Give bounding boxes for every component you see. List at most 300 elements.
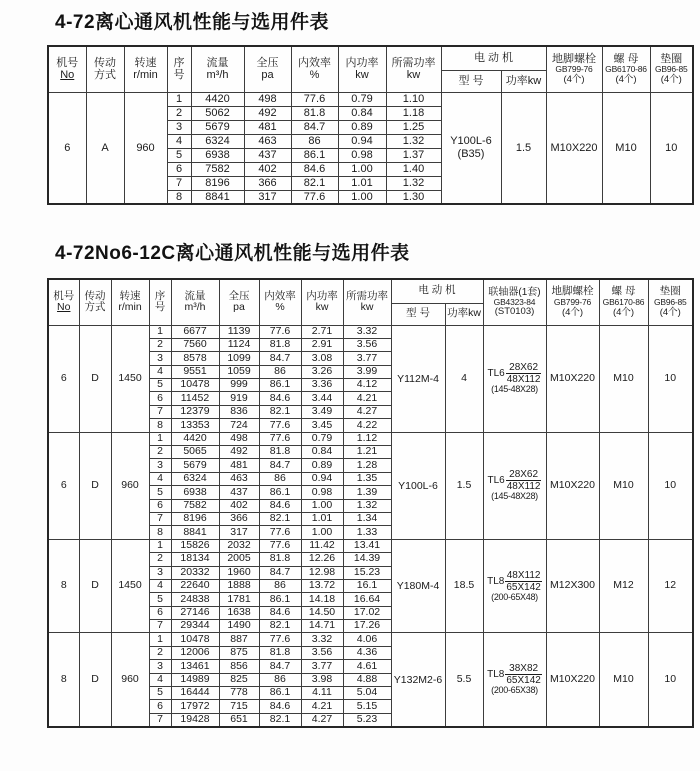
t2-block-6-D-1450 bbox=[48, 325, 693, 432]
cell-required-power: 4.12 bbox=[343, 379, 391, 392]
cell-internal-power: 1.00 bbox=[338, 190, 386, 204]
cell-coupling: TL6 $\frac{28X62}{48X112}$ (145-48X28) bbox=[483, 325, 546, 432]
cell-seq: 2 bbox=[149, 646, 171, 659]
cell-seq: 1 bbox=[149, 325, 171, 338]
cell-internal-power: 3.26 bbox=[301, 365, 343, 378]
cell-required-power: 4.36 bbox=[343, 646, 391, 659]
cell-motor-model: Y112M-4 bbox=[391, 325, 445, 432]
cell-anchor-bolt: M12X300 bbox=[546, 539, 599, 633]
cell-washer: 10 bbox=[648, 633, 693, 727]
cell-machine-no: 8 bbox=[48, 539, 79, 633]
t1-block-6-A-960 bbox=[48, 92, 693, 204]
cell-flow: 5062 bbox=[191, 106, 244, 120]
cell-pressure: 2005 bbox=[219, 553, 259, 566]
cell-nut: M10 bbox=[599, 325, 648, 432]
cell-required-power: 16.1 bbox=[343, 579, 391, 592]
cell-required-power: 1.12 bbox=[343, 432, 391, 445]
cell-seq: 7 bbox=[149, 620, 171, 633]
cell-seq: 5 bbox=[167, 148, 191, 162]
cell-internal-power: 0.94 bbox=[338, 134, 386, 148]
cell-internal-power: 0.79 bbox=[301, 432, 343, 445]
cell-seq: 3 bbox=[149, 352, 171, 365]
table-row bbox=[48, 539, 693, 552]
cell-flow: 7582 bbox=[191, 162, 244, 176]
cell-flow: 6938 bbox=[191, 148, 244, 162]
cell-internal-power: 2.71 bbox=[301, 325, 343, 338]
cell-flow: 20332 bbox=[171, 566, 219, 579]
cell-nut: M10 bbox=[602, 92, 650, 204]
header-required-power: 所需功率 kw bbox=[343, 279, 391, 325]
cell-required-power: 13.41 bbox=[343, 539, 391, 552]
cell-efficiency: 84.7 bbox=[259, 660, 301, 673]
cell-required-power: 1.34 bbox=[343, 512, 391, 525]
cell-seq: 7 bbox=[149, 405, 171, 418]
cell-pressure: 1099 bbox=[219, 352, 259, 365]
table-2-title: 4-72No6-12C离心通风机性能与选用件表 bbox=[55, 243, 410, 264]
header-nut: 螺 母 GB6170-86 (4个) bbox=[602, 46, 650, 92]
cell-required-power: 1.32 bbox=[386, 134, 441, 148]
cell-seq: 2 bbox=[149, 446, 171, 459]
cell-speed: 1450 bbox=[111, 325, 149, 432]
cell-coupling: TL8 $\frac{48X112}{65X142}$ (200-65X48) bbox=[483, 539, 546, 633]
cell-efficiency: 86.1 bbox=[259, 687, 301, 700]
cell-pressure: 1888 bbox=[219, 579, 259, 592]
cell-efficiency: 82.1 bbox=[291, 176, 338, 190]
cell-seq: 4 bbox=[167, 134, 191, 148]
cell-required-power: 1.39 bbox=[343, 486, 391, 499]
t2-block-8-D-1450 bbox=[48, 539, 693, 633]
cell-efficiency: 82.1 bbox=[259, 512, 301, 525]
cell-flow: 15826 bbox=[171, 539, 219, 552]
cell-required-power: 1.30 bbox=[386, 190, 441, 204]
cell-pressure: 1960 bbox=[219, 566, 259, 579]
cell-required-power: 4.61 bbox=[343, 660, 391, 673]
cell-motor-model: Y100L-6 bbox=[391, 432, 445, 539]
table-row bbox=[48, 432, 693, 445]
cell-internal-power: 12.98 bbox=[301, 566, 343, 579]
cell-seq: 1 bbox=[149, 539, 171, 552]
cell-efficiency: 77.6 bbox=[259, 419, 301, 432]
cell-flow: 9551 bbox=[171, 365, 219, 378]
cell-flow: 4420 bbox=[171, 432, 219, 445]
cell-coupling: TL6 $\frac{28X62}{48X112}$ (145-48X28) bbox=[483, 432, 546, 539]
cell-flow: 18134 bbox=[171, 553, 219, 566]
cell-required-power: 1.28 bbox=[343, 459, 391, 472]
cell-internal-power: 14.71 bbox=[301, 620, 343, 633]
header-coupling: 联轴器(1套) GB4323-84 (ST0103) bbox=[483, 279, 546, 325]
cell-efficiency: 81.8 bbox=[259, 646, 301, 659]
header-motor-model: 型 号 bbox=[441, 70, 501, 92]
cell-drive: D bbox=[79, 325, 111, 432]
cell-pressure: 887 bbox=[219, 633, 259, 646]
header-anchor-bolt: 地脚螺栓 GB799-76 (4个) bbox=[546, 46, 602, 92]
cell-required-power: 4.22 bbox=[343, 419, 391, 432]
cell-flow: 22640 bbox=[171, 579, 219, 592]
cell-internal-power: 0.79 bbox=[338, 92, 386, 106]
cell-flow: 19428 bbox=[171, 713, 219, 726]
cell-efficiency: 81.8 bbox=[259, 446, 301, 459]
t2-block-8-D-960 bbox=[48, 633, 693, 727]
cell-coupling: TL8 $\frac{38X82}{65X142}$ (200-65X38) bbox=[483, 633, 546, 727]
cell-drive: D bbox=[79, 432, 111, 539]
cell-efficiency: 86.1 bbox=[259, 486, 301, 499]
cell-pressure: 366 bbox=[219, 512, 259, 525]
cell-flow: 7560 bbox=[171, 338, 219, 351]
cell-internal-power: 1.01 bbox=[338, 176, 386, 190]
cell-pressure: 1124 bbox=[219, 338, 259, 351]
cell-efficiency: 84.6 bbox=[291, 162, 338, 176]
cell-flow: 29344 bbox=[171, 620, 219, 633]
cell-motor-model: Y100L-6 (B35) bbox=[441, 92, 501, 204]
cell-efficiency: 86 bbox=[259, 579, 301, 592]
cell-pressure: 402 bbox=[219, 499, 259, 512]
cell-efficiency: 84.7 bbox=[291, 120, 338, 134]
cell-pressure: 481 bbox=[219, 459, 259, 472]
cell-flow: 12006 bbox=[171, 646, 219, 659]
cell-efficiency: 77.6 bbox=[291, 92, 338, 106]
cell-required-power: 1.37 bbox=[386, 148, 441, 162]
cell-efficiency: 86 bbox=[259, 472, 301, 485]
cell-pressure: 492 bbox=[219, 446, 259, 459]
cell-anchor-bolt: M10X220 bbox=[546, 325, 599, 432]
cell-seq: 6 bbox=[149, 392, 171, 405]
cell-pressure: 498 bbox=[244, 92, 291, 106]
cell-internal-power: 14.50 bbox=[301, 606, 343, 619]
performance-table-4-72-no6-12c bbox=[47, 278, 694, 728]
cell-motor-power: 4 bbox=[445, 325, 483, 432]
cell-internal-power: 13.72 bbox=[301, 579, 343, 592]
cell-pressure: 836 bbox=[219, 405, 259, 418]
header-drive: 传动 方式 bbox=[86, 46, 124, 92]
cell-flow: 13353 bbox=[171, 419, 219, 432]
table-row bbox=[48, 92, 693, 106]
table-row bbox=[48, 325, 693, 338]
cell-motor-power: 1.5 bbox=[501, 92, 546, 204]
cell-efficiency: 77.6 bbox=[259, 432, 301, 445]
cell-washer: 10 bbox=[650, 92, 693, 204]
cell-seq: 5 bbox=[149, 593, 171, 606]
cell-flow: 10478 bbox=[171, 633, 219, 646]
cell-internal-power: 14.18 bbox=[301, 593, 343, 606]
cell-nut: M12 bbox=[599, 539, 648, 633]
cell-required-power: 16.64 bbox=[343, 593, 391, 606]
cell-internal-power: 0.89 bbox=[301, 459, 343, 472]
cell-machine-no: 6 bbox=[48, 432, 79, 539]
header-motor-group: 电 动 机 bbox=[441, 46, 546, 70]
cell-seq: 8 bbox=[149, 419, 171, 432]
cell-pressure: 715 bbox=[219, 700, 259, 713]
cell-flow: 17972 bbox=[171, 700, 219, 713]
table-row bbox=[48, 633, 693, 646]
cell-seq: 7 bbox=[149, 713, 171, 726]
cell-seq: 1 bbox=[167, 92, 191, 106]
cell-required-power: 1.40 bbox=[386, 162, 441, 176]
cell-drive: D bbox=[79, 633, 111, 727]
cell-pressure: 437 bbox=[219, 486, 259, 499]
cell-pressure: 317 bbox=[244, 190, 291, 204]
header-efficiency: 内效率 % bbox=[259, 279, 301, 325]
cell-seq: 7 bbox=[167, 176, 191, 190]
header-machine-no: 机号 No bbox=[48, 46, 86, 92]
cell-pressure: 778 bbox=[219, 687, 259, 700]
cell-seq: 2 bbox=[149, 553, 171, 566]
cell-required-power: 1.32 bbox=[386, 176, 441, 190]
cell-pressure: 1059 bbox=[219, 365, 259, 378]
cell-required-power: 3.77 bbox=[343, 352, 391, 365]
cell-required-power: 3.56 bbox=[343, 338, 391, 351]
cell-seq: 3 bbox=[167, 120, 191, 134]
header-nut: 螺 母 GB6170-86 (4个) bbox=[599, 279, 648, 325]
cell-efficiency: 84.6 bbox=[259, 700, 301, 713]
cell-seq: 4 bbox=[149, 579, 171, 592]
cell-required-power: 1.33 bbox=[343, 526, 391, 539]
cell-seq: 4 bbox=[149, 472, 171, 485]
cell-flow: 24838 bbox=[171, 593, 219, 606]
cell-required-power: 4.21 bbox=[343, 392, 391, 405]
cell-internal-power: 1.01 bbox=[301, 512, 343, 525]
cell-efficiency: 77.6 bbox=[259, 539, 301, 552]
t1-header bbox=[48, 46, 693, 92]
cell-anchor-bolt: M10X220 bbox=[546, 92, 602, 204]
cell-pressure: 724 bbox=[219, 419, 259, 432]
cell-pressure: 875 bbox=[219, 646, 259, 659]
cell-internal-power: 3.45 bbox=[301, 419, 343, 432]
cell-pressure: 2032 bbox=[219, 539, 259, 552]
cell-seq: 3 bbox=[149, 566, 171, 579]
cell-seq: 8 bbox=[149, 526, 171, 539]
t2-header bbox=[48, 279, 693, 325]
cell-required-power: 3.32 bbox=[343, 325, 391, 338]
cell-seq: 3 bbox=[149, 660, 171, 673]
cell-pressure: 825 bbox=[219, 673, 259, 686]
cell-internal-power: 12.26 bbox=[301, 553, 343, 566]
cell-washer: 12 bbox=[648, 539, 693, 633]
cell-machine-no: 6 bbox=[48, 92, 86, 204]
cell-required-power: 1.21 bbox=[343, 446, 391, 459]
cell-flow: 5065 bbox=[171, 446, 219, 459]
cell-anchor-bolt: M10X220 bbox=[546, 432, 599, 539]
cell-flow: 5679 bbox=[171, 459, 219, 472]
cell-internal-power: 1.00 bbox=[301, 526, 343, 539]
cell-pressure: 317 bbox=[219, 526, 259, 539]
cell-pressure: 1490 bbox=[219, 620, 259, 633]
performance-table-4-72 bbox=[47, 45, 694, 205]
cell-flow: 13461 bbox=[171, 660, 219, 673]
header-anchor-bolt: 地脚螺栓 GB799-76 (4个) bbox=[546, 279, 599, 325]
cell-efficiency: 77.6 bbox=[259, 325, 301, 338]
header-washer: 垫圈 GB96-85 (4个) bbox=[648, 279, 693, 325]
cell-required-power: 5.23 bbox=[343, 713, 391, 726]
cell-efficiency: 81.8 bbox=[259, 338, 301, 351]
cell-internal-power: 3.44 bbox=[301, 392, 343, 405]
header-pressure: 全压 pa bbox=[219, 279, 259, 325]
cell-required-power: 3.99 bbox=[343, 365, 391, 378]
cell-pressure: 463 bbox=[244, 134, 291, 148]
cell-washer: 10 bbox=[648, 432, 693, 539]
cell-seq: 2 bbox=[167, 106, 191, 120]
header-motor-group: 电 动 机 bbox=[391, 279, 483, 303]
cell-flow: 8578 bbox=[171, 352, 219, 365]
cell-seq: 5 bbox=[149, 486, 171, 499]
cell-efficiency: 82.1 bbox=[259, 713, 301, 726]
cell-internal-power: 3.08 bbox=[301, 352, 343, 365]
header-seq: 序 号 bbox=[167, 46, 191, 92]
cell-internal-power: 4.21 bbox=[301, 700, 343, 713]
cell-flow: 6938 bbox=[171, 486, 219, 499]
cell-speed: 960 bbox=[111, 633, 149, 727]
cell-efficiency: 86.1 bbox=[259, 379, 301, 392]
cell-efficiency: 86.1 bbox=[291, 148, 338, 162]
cell-drive: D bbox=[79, 539, 111, 633]
cell-seq: 2 bbox=[149, 338, 171, 351]
cell-efficiency: 84.6 bbox=[259, 499, 301, 512]
cell-efficiency: 84.7 bbox=[259, 459, 301, 472]
cell-seq: 6 bbox=[149, 700, 171, 713]
cell-efficiency: 84.6 bbox=[259, 392, 301, 405]
cell-seq: 6 bbox=[149, 499, 171, 512]
cell-flow: 6677 bbox=[171, 325, 219, 338]
cell-internal-power: 0.84 bbox=[301, 446, 343, 459]
cell-efficiency: 77.6 bbox=[259, 526, 301, 539]
cell-efficiency: 77.6 bbox=[259, 633, 301, 646]
cell-pressure: 498 bbox=[219, 432, 259, 445]
cell-seq: 1 bbox=[149, 633, 171, 646]
header-pressure: 全压 pa bbox=[244, 46, 291, 92]
header-seq: 序 号 bbox=[149, 279, 171, 325]
header-motor-power: 功率kw bbox=[445, 303, 483, 325]
cell-nut: M10 bbox=[599, 633, 648, 727]
cell-flow: 14989 bbox=[171, 673, 219, 686]
cell-required-power: 5.04 bbox=[343, 687, 391, 700]
cell-efficiency: 86 bbox=[291, 134, 338, 148]
cell-flow: 7582 bbox=[171, 499, 219, 512]
cell-flow: 27146 bbox=[171, 606, 219, 619]
cell-efficiency: 84.7 bbox=[259, 352, 301, 365]
cell-pressure: 1638 bbox=[219, 606, 259, 619]
cell-machine-no: 8 bbox=[48, 633, 79, 727]
cell-efficiency: 86.1 bbox=[259, 593, 301, 606]
cell-internal-power: 4.27 bbox=[301, 713, 343, 726]
cell-nut: M10 bbox=[599, 432, 648, 539]
cell-internal-power: 1.00 bbox=[338, 162, 386, 176]
cell-required-power: 4.27 bbox=[343, 405, 391, 418]
cell-internal-power: 3.36 bbox=[301, 379, 343, 392]
header-machine-no: 机号 No bbox=[48, 279, 79, 325]
cell-internal-power: 0.98 bbox=[301, 486, 343, 499]
cell-internal-power: 0.84 bbox=[338, 106, 386, 120]
cell-internal-power: 4.11 bbox=[301, 687, 343, 700]
cell-flow: 6324 bbox=[171, 472, 219, 485]
header-speed: 转速 r/min bbox=[124, 46, 167, 92]
cell-required-power: 4.06 bbox=[343, 633, 391, 646]
cell-efficiency: 81.8 bbox=[291, 106, 338, 120]
cell-efficiency: 82.1 bbox=[259, 405, 301, 418]
cell-internal-power: 1.00 bbox=[301, 499, 343, 512]
cell-pressure: 463 bbox=[219, 472, 259, 485]
cell-seq: 8 bbox=[167, 190, 191, 204]
cell-required-power: 1.25 bbox=[386, 120, 441, 134]
cell-required-power: 15.23 bbox=[343, 566, 391, 579]
header-flow: 流量 m³/h bbox=[171, 279, 219, 325]
cell-seq: 7 bbox=[149, 512, 171, 525]
cell-required-power: 17.26 bbox=[343, 620, 391, 633]
cell-motor-power: 5.5 bbox=[445, 633, 483, 727]
table-1-title: 4-72离心通风机性能与选用件表 bbox=[55, 12, 330, 33]
cell-motor-model: Y132M2-6 bbox=[391, 633, 445, 727]
cell-pressure: 999 bbox=[219, 379, 259, 392]
cell-flow: 4420 bbox=[191, 92, 244, 106]
header-internal-power: 内功率 kw bbox=[338, 46, 386, 92]
cell-flow: 8841 bbox=[191, 190, 244, 204]
t2-block-6-D-960 bbox=[48, 432, 693, 539]
header-motor-model: 型 号 bbox=[391, 303, 445, 325]
cell-efficiency: 77.6 bbox=[291, 190, 338, 204]
cell-required-power: 14.39 bbox=[343, 553, 391, 566]
cell-seq: 6 bbox=[167, 162, 191, 176]
header-efficiency: 内效率 % bbox=[291, 46, 338, 92]
cell-seq: 3 bbox=[149, 459, 171, 472]
cell-flow: 8841 bbox=[171, 526, 219, 539]
cell-machine-no: 6 bbox=[48, 325, 79, 432]
header-motor-power: 功率kw bbox=[501, 70, 546, 92]
cell-seq: 1 bbox=[149, 432, 171, 445]
cell-flow: 10478 bbox=[171, 379, 219, 392]
cell-internal-power: 3.49 bbox=[301, 405, 343, 418]
header-drive: 传动 方式 bbox=[79, 279, 111, 325]
cell-anchor-bolt: M10X220 bbox=[546, 633, 599, 727]
header-required-power: 所需功率 kw bbox=[386, 46, 441, 92]
cell-internal-power: 3.56 bbox=[301, 646, 343, 659]
cell-required-power: 4.88 bbox=[343, 673, 391, 686]
cell-motor-power: 18.5 bbox=[445, 539, 483, 633]
cell-pressure: 492 bbox=[244, 106, 291, 120]
cell-required-power: 1.10 bbox=[386, 92, 441, 106]
cell-flow: 5679 bbox=[191, 120, 244, 134]
cell-pressure: 651 bbox=[219, 713, 259, 726]
cell-motor-model: Y180M-4 bbox=[391, 539, 445, 633]
cell-required-power: 1.18 bbox=[386, 106, 441, 120]
cell-internal-power: 3.98 bbox=[301, 673, 343, 686]
cell-efficiency: 82.1 bbox=[259, 620, 301, 633]
cell-flow: 6324 bbox=[191, 134, 244, 148]
cell-required-power: 1.35 bbox=[343, 472, 391, 485]
cell-washer: 10 bbox=[648, 325, 693, 432]
cell-flow: 12379 bbox=[171, 405, 219, 418]
cell-speed: 1450 bbox=[111, 539, 149, 633]
cell-pressure: 402 bbox=[244, 162, 291, 176]
cell-seq: 4 bbox=[149, 673, 171, 686]
cell-pressure: 437 bbox=[244, 148, 291, 162]
cell-pressure: 1139 bbox=[219, 325, 259, 338]
header-flow: 流量 m³/h bbox=[191, 46, 244, 92]
header-speed: 转速 r/min bbox=[111, 279, 149, 325]
cell-internal-power: 0.98 bbox=[338, 148, 386, 162]
cell-speed: 960 bbox=[124, 92, 167, 204]
cell-efficiency: 86 bbox=[259, 365, 301, 378]
cell-required-power: 17.02 bbox=[343, 606, 391, 619]
cell-flow: 16444 bbox=[171, 687, 219, 700]
header-washer: 垫圈 GB96-85 (4个) bbox=[650, 46, 693, 92]
cell-seq: 4 bbox=[149, 365, 171, 378]
cell-drive: A bbox=[86, 92, 124, 204]
cell-internal-power: 11.42 bbox=[301, 539, 343, 552]
cell-flow: 8196 bbox=[191, 176, 244, 190]
cell-efficiency: 81.8 bbox=[259, 553, 301, 566]
cell-efficiency: 84.7 bbox=[259, 566, 301, 579]
cell-pressure: 919 bbox=[219, 392, 259, 405]
cell-internal-power: 0.94 bbox=[301, 472, 343, 485]
cell-speed: 960 bbox=[111, 432, 149, 539]
